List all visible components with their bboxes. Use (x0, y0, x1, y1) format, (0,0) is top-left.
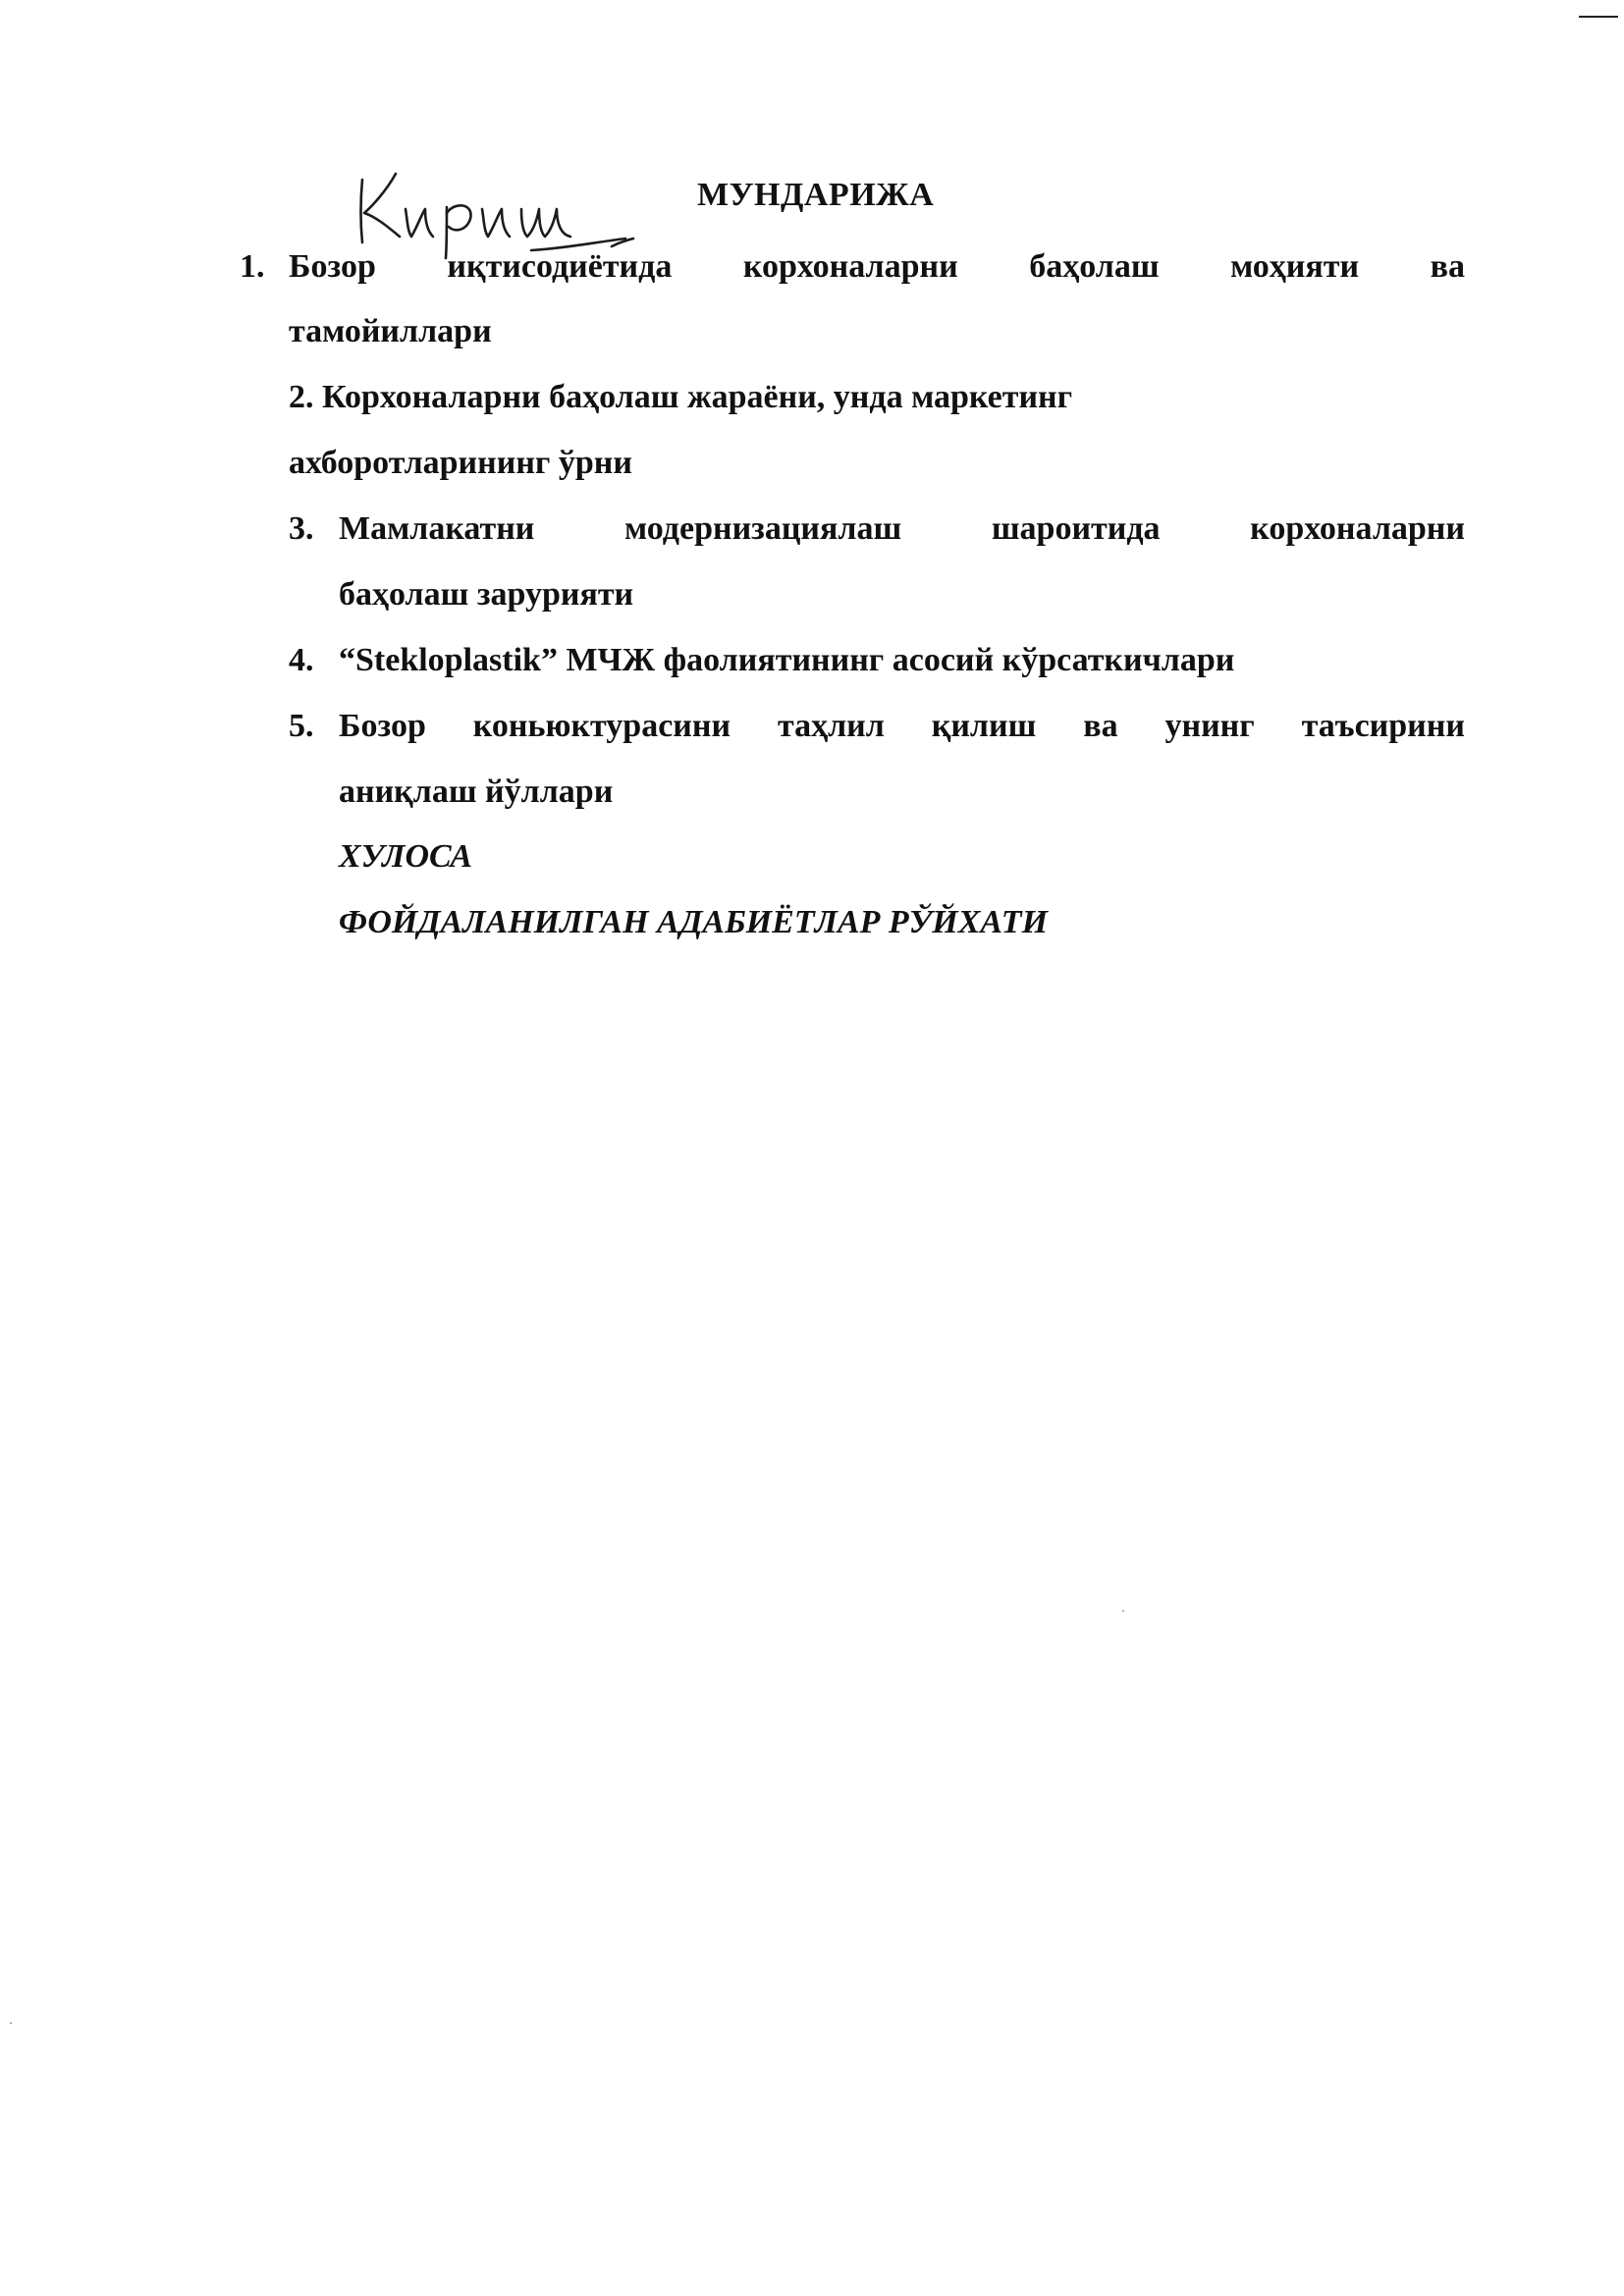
toc-item-1-number: 1. (240, 248, 265, 285)
scan-corner-mark (1579, 16, 1618, 18)
document-title: МУНДАРИЖА (697, 177, 935, 213)
handwritten-annotation (349, 152, 673, 260)
toc-item-5-line1: Бозор коньюктурасини таҳлил қилиш ва унинг таъсирини (339, 708, 1465, 744)
toc-item-5-line2: аниқлаш йўллари (339, 774, 614, 810)
scan-speck (10, 2022, 12, 2024)
toc-item-2-line2: ахборотларининг ўрни (289, 445, 632, 481)
toc-references: ФОЙДАЛАНИЛГАН АДАБИЁТЛАР РЎЙХАТИ (339, 904, 1049, 940)
toc-item-1-line2: тамойиллари (289, 313, 492, 349)
toc-item-5-number: 5. (289, 708, 314, 744)
toc-item-3-line1: Мамлакатни модернизациялаш шароитида корхоналарни (339, 510, 1465, 547)
toc-item-1-line1: Бозор иқтисодиётида корхоналарни баҳолаш моҳияти ва (289, 248, 1465, 285)
toc-item-3-line2: баҳолаш зарурияти (339, 576, 634, 613)
toc-item-4-number: 4. (289, 642, 314, 678)
scan-speck (1122, 1610, 1124, 1612)
toc-item-2-line1: 2. Корхоналарни баҳолаш жараёни, унда маркетинг (289, 379, 1073, 415)
toc-conclusion: ХУЛОСА (339, 838, 473, 875)
toc-item-4-line1: “Stekloplastik” МЧЖ фаолиятининг асосий кўрсаткичлари (339, 642, 1235, 678)
toc-item-3-number: 3. (289, 510, 314, 547)
